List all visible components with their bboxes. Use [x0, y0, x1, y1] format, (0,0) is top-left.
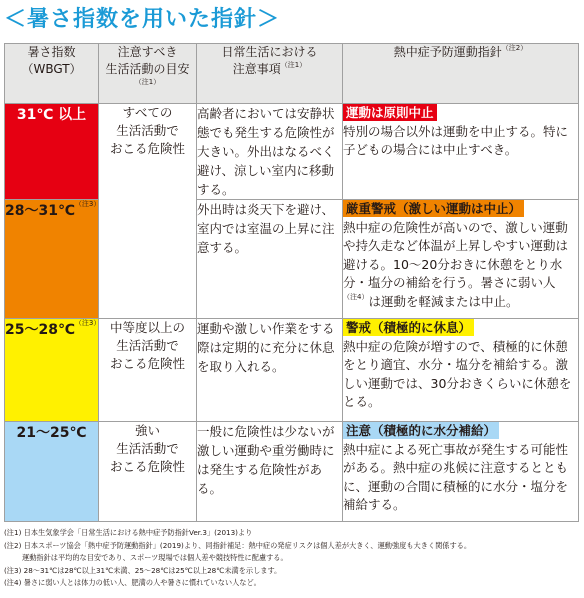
- header-daily-line1: 日常生活における: [221, 45, 318, 59]
- activity-line: すべての: [122, 105, 173, 120]
- exercise-guideline-cell: [343, 200, 579, 319]
- activity-cell: [99, 422, 197, 522]
- wbgt-value: 25〜28℃: [5, 322, 75, 338]
- header-daily-line2: 注意事項: [232, 62, 281, 76]
- footnote: 運動指針は平均的な目安であり、スポーツ現場では個人差や競技特性に配慮する。: [22, 553, 288, 563]
- guideline-text: 熱中症の危険が増すので、積極的に休憩をとり適宜、水分・塩分を補給する。激しい運動では、30分おきくらいに休憩をとる。: [343, 338, 572, 409]
- footnote: (注3) 28〜31℃は28℃以上31℃未満、25〜28℃は25℃以上28℃未満を示します。: [4, 565, 282, 575]
- wbgt-value: 21〜25℃: [16, 425, 87, 441]
- table-row: [5, 422, 579, 522]
- footnote: (注4) 暑さに弱い人とは体力の低い人、肥満の人や暑さに慣れていない人など。: [4, 578, 261, 588]
- table-row: [5, 319, 579, 422]
- activity-line: おこる危険性: [109, 141, 185, 156]
- guideline-text: [343, 219, 578, 312]
- wbgt-value: 28〜31℃: [5, 203, 75, 219]
- header-exercise-label: 熱中症予防運動指針: [393, 45, 502, 59]
- header-activity-line2: 生活活動の目安: [105, 62, 190, 76]
- activity-line: おこる危険性: [109, 356, 185, 371]
- wbgt-cell: [5, 200, 99, 319]
- header-row: [5, 44, 579, 104]
- daily-note: 高齢者においては安静状態でも発生する危険性が大きい。外出はなるべく避け、涼しい室内に移動する。: [197, 106, 335, 197]
- header-activity-line1: 注意すべき: [117, 45, 178, 59]
- header-wbgt-line2: （WBGT）: [21, 62, 82, 76]
- guideline-label: 運動は原則中止: [343, 104, 437, 121]
- activity-line: おこる危険性: [109, 459, 185, 474]
- daily-note: 外出時は炎天下を避け、室内では室温の上昇に注意する。: [197, 202, 335, 255]
- activity-line: 生活活動で: [116, 441, 179, 456]
- header-wbgt-line1: 暑さ指数: [27, 45, 76, 59]
- wbgt-value: 31℃ 以上: [16, 107, 87, 123]
- wbgt-guideline-table: [4, 43, 579, 522]
- daily-note: 運動や激しい作業をする際は定期的に充分に休息を取り入れる。: [197, 321, 335, 374]
- wbgt-cell: [5, 104, 99, 200]
- guideline-text: 熱中症による死亡事故が発生する可能性がある。熱中症の兆候に注意するとともに、運動の合間に積極的に水分・塩分を補給する。: [343, 441, 569, 512]
- header-daily-footnote: （注1）: [280, 61, 307, 69]
- table-row: [5, 104, 579, 200]
- activity-cell: [99, 319, 197, 422]
- footnote: (注2) 日本スポーツ協会「熱中症予防運動指針」(2019)より、同指針補足：熱中症の発症リスクは個人差が大きく、運動強度も大きく関係する。: [4, 540, 472, 550]
- table-row: [5, 200, 579, 319]
- daily-note: 一般に危険性は少ないが激しい運動や重労働時には発生する危険性がある。: [197, 424, 335, 496]
- exercise-guideline-cell: [343, 104, 579, 200]
- header-wbgt: [5, 44, 99, 104]
- exercise-guideline-cell: [343, 422, 579, 522]
- header-activity: [99, 44, 197, 104]
- activity-cell: [99, 104, 197, 319]
- page-title: ＜暑さ指数を用いた指針＞: [4, 7, 281, 32]
- guideline-label: 注意（積極的に水分補給）: [343, 422, 499, 439]
- guideline-text-part: は運動を軽減または中止。: [368, 293, 519, 309]
- guideline-text: 特別の場合以外は運動を中止する。特に子どもの場合には中止すべき。: [343, 123, 569, 157]
- daily-note-cell: [197, 200, 343, 319]
- wbgt-cell: [5, 422, 99, 522]
- guideline-label: 警戒（積極的に休息）: [343, 319, 474, 336]
- guideline-label: 厳重警戒（激しい運動は中止）: [343, 200, 524, 217]
- header-activity-footnote: （注1）: [134, 78, 161, 86]
- daily-note-cell: [197, 319, 343, 422]
- header-exercise-footnote: （注2）: [501, 44, 528, 52]
- wbgt-footnote: （注3）: [74, 200, 101, 208]
- daily-note-cell: [197, 104, 343, 200]
- activity-line: 強い: [134, 423, 160, 438]
- activity-line: 中等度以上の: [109, 320, 185, 335]
- header-daily: [197, 44, 343, 104]
- activity-line: 生活活動で: [116, 123, 179, 138]
- wbgt-footnote: （注3）: [74, 319, 101, 327]
- guideline-text-part: 熱中症の危険性が高いので、激しい運動や持久走など体温が上昇しやすい運動は避ける。10〜20分おきに休憩をとり水分・塩分の補給を行う。暑さに弱い人: [343, 219, 569, 290]
- guideline-footnote: （注4）: [343, 292, 369, 301]
- daily-note-cell: [197, 422, 343, 522]
- activity-line: 生活活動で: [116, 338, 179, 353]
- wbgt-cell: [5, 319, 99, 422]
- header-exercise: [343, 44, 579, 104]
- footnote: (注1) 日本生気象学会「日常生活における熱中症予防指針Ver.3」(2013)より: [4, 528, 253, 537]
- exercise-guideline-cell: [343, 319, 579, 422]
- footnotes: [4, 527, 580, 590]
